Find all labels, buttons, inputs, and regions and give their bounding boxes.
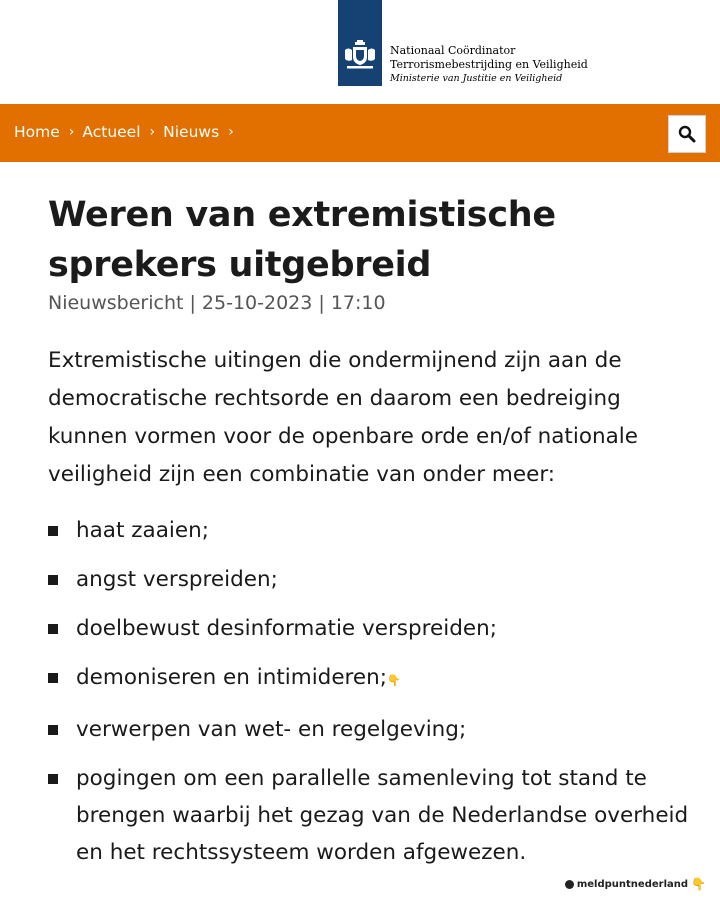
list-item-text: demoniseren en intimideren; bbox=[76, 665, 388, 690]
list-item bbox=[48, 561, 698, 598]
square-bullet-icon bbox=[48, 624, 58, 634]
chevron-right-icon: › bbox=[228, 124, 234, 140]
org-name-line2: Terrorismebestrijding en Veiligheid bbox=[390, 58, 588, 71]
ministry-name: Ministerie van Justitie en Veiligheid bbox=[390, 73, 563, 84]
breadcrumb bbox=[14, 123, 242, 141]
square-bullet-icon bbox=[48, 575, 58, 585]
list-item-text: haat zaaien; bbox=[76, 518, 209, 543]
watermark bbox=[565, 877, 706, 891]
page-title: Weren van extremistische sprekers uitgebreid bbox=[48, 195, 556, 285]
list-item-text: angst verspreiden; bbox=[76, 567, 278, 592]
extremism-criteria-list bbox=[48, 512, 698, 883]
article-meta: Nieuwsbericht | 25-10-2023 | 17:10 bbox=[48, 292, 386, 314]
facebook-icon bbox=[565, 880, 574, 889]
org-name-line1: Nationaal Coördinator bbox=[390, 44, 516, 57]
list-item bbox=[48, 610, 698, 647]
square-bullet-icon bbox=[48, 673, 58, 683]
navigation-bar bbox=[0, 104, 720, 162]
chevron-right-icon: › bbox=[68, 124, 75, 140]
list-item bbox=[48, 512, 698, 549]
breadcrumb-actueel[interactable]: Actueel bbox=[82, 123, 141, 141]
site-header bbox=[0, 0, 720, 104]
square-bullet-icon bbox=[48, 774, 58, 784]
pointing-down-icon: 👇 bbox=[691, 877, 706, 891]
chevron-right-icon: › bbox=[149, 124, 156, 140]
list-item bbox=[48, 760, 698, 871]
watermark-text: meldpuntnederland bbox=[576, 878, 689, 890]
search-button[interactable] bbox=[668, 115, 706, 153]
list-item bbox=[48, 659, 698, 699]
article-intro: Extremistische uitingen die ondermijnend zijn aan de democratische rechtsorde en daarom een bedreiging kunnen vormen voor de openbare orde en/of nationale veiligheid zijn een combinatie van onder meer: bbox=[48, 348, 638, 487]
pointing-down-icon: 👇 bbox=[387, 674, 401, 687]
rijksoverheid-crest-icon bbox=[343, 40, 377, 70]
breadcrumb-nieuws[interactable]: Nieuws bbox=[163, 123, 220, 141]
rijksoverheid-logo[interactable] bbox=[338, 0, 382, 86]
square-bullet-icon bbox=[48, 725, 58, 735]
list-item-text: doelbewust desinformatie verspreiden; bbox=[76, 616, 497, 641]
list-item-text: verwerpen van wet- en regelgeving; bbox=[76, 717, 467, 742]
breadcrumb-home[interactable]: Home bbox=[14, 123, 60, 141]
square-bullet-icon bbox=[48, 526, 58, 536]
list-item bbox=[48, 711, 698, 748]
search-icon bbox=[678, 125, 696, 143]
list-item-text: pogingen om een parallelle samenleving tot stand te brengen waarbij het gezag van de Nederlandse overheid en het rechtssysteem worden afgewezen. bbox=[76, 766, 689, 865]
organization-name bbox=[390, 44, 588, 85]
